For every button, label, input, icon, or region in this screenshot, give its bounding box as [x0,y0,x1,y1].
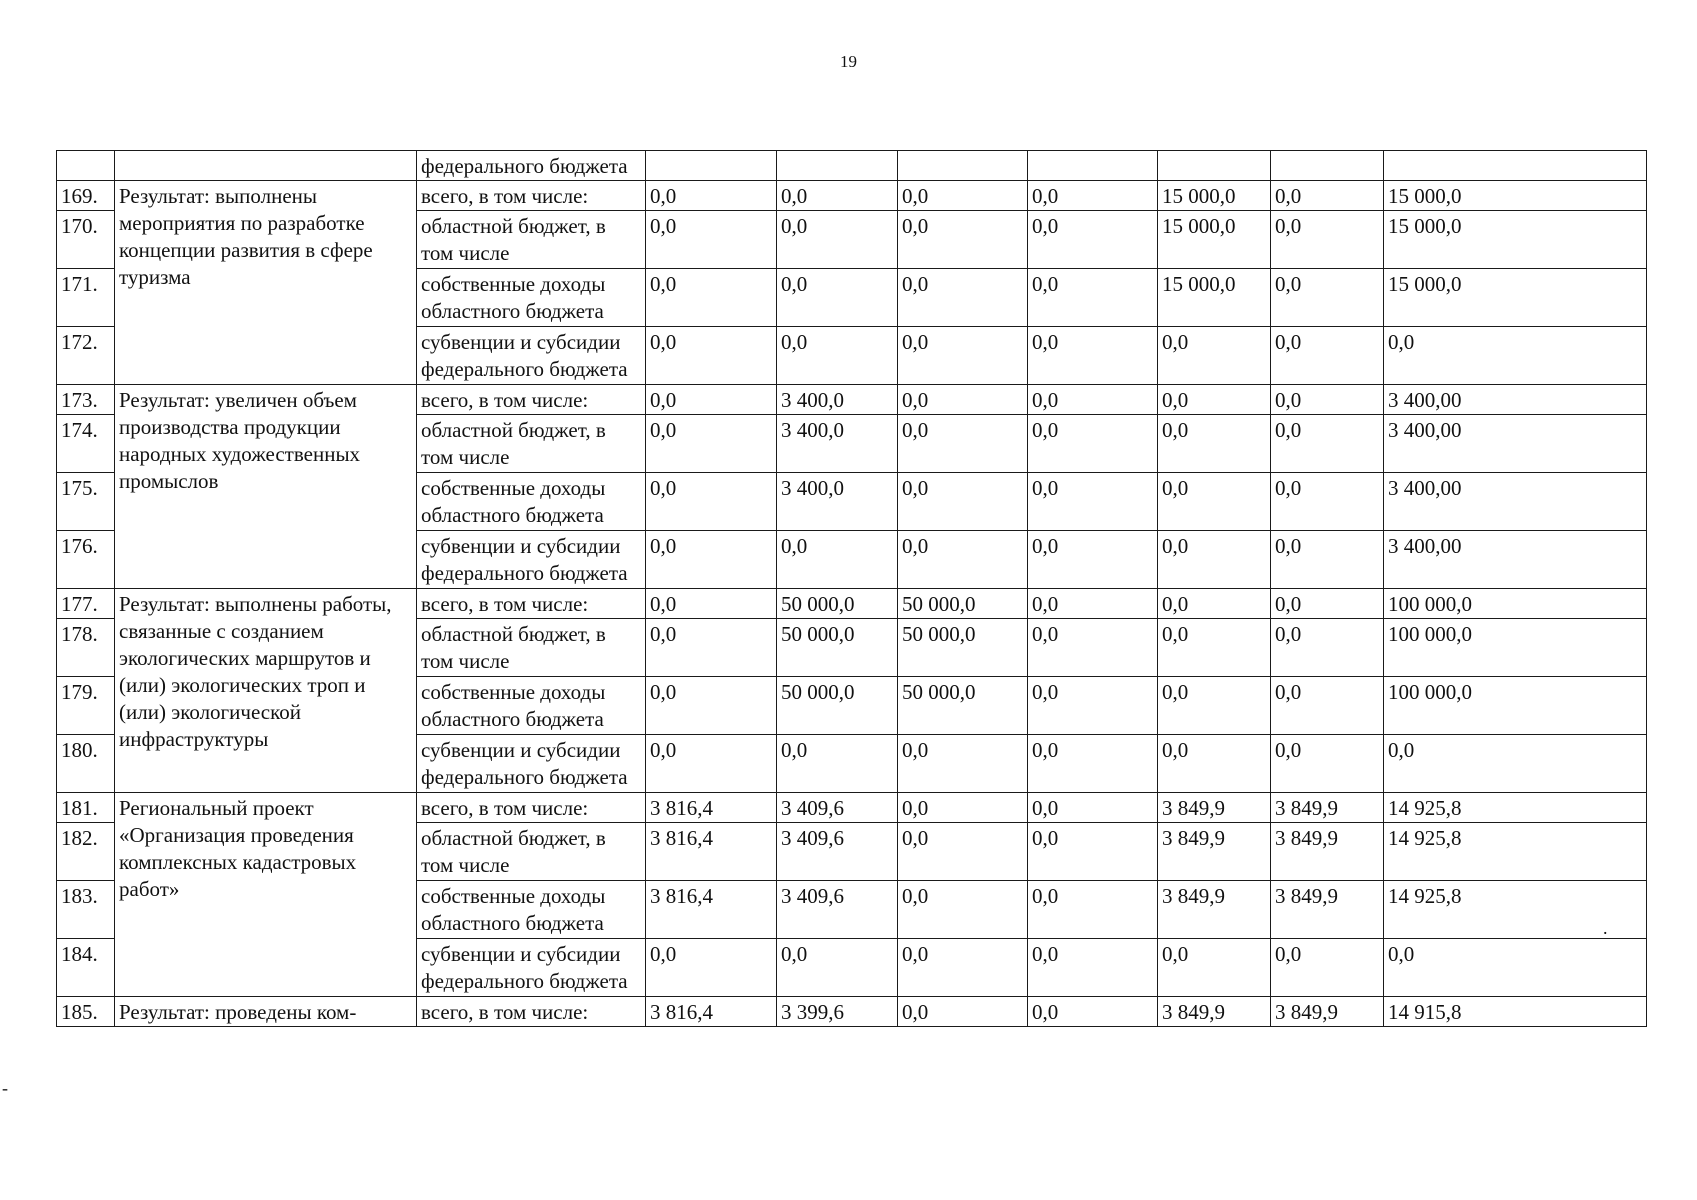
value-cell: 15 000,0 [1158,181,1271,211]
value-cell: 0,0 [1158,473,1271,531]
margin-dash: - [2,1078,8,1098]
value-cell: 0,0 [646,939,777,997]
row-number-cell [57,151,115,181]
value-cell: 0,0 [646,473,777,531]
value-cell: 3 849,9 [1158,997,1271,1027]
value-cell: 3 409,6 [777,823,898,881]
row-number-cell: 172. [57,327,115,385]
table-row [57,181,1647,211]
value-cell: 0,0 [1158,327,1271,385]
value-cell: 0,0 [1271,531,1384,589]
value-cell [1158,151,1271,181]
value-cell: 0,0 [777,181,898,211]
value-cell: 0,0 [1028,939,1158,997]
row-number-cell: 185. [57,997,115,1027]
row-number-cell: 177. [57,589,115,619]
value-cell: 0,0 [1271,735,1384,793]
value-cell: 3 400,0 [777,473,898,531]
value-cell [898,151,1028,181]
value-cell: 0,0 [646,531,777,589]
value-cell: 0,0 [1271,211,1384,269]
value-cell: 0,0 [646,589,777,619]
value-cell: 3 400,00 [1384,531,1647,589]
value-cell: 50 000,0 [898,589,1028,619]
table-row [57,793,1647,823]
source-cell: всего, в том числе: [417,793,646,823]
value-cell: 15 000,0 [1384,269,1647,327]
row-number-cell: 183. [57,881,115,939]
value-cell: 0,0 [1158,589,1271,619]
value-cell: 50 000,0 [898,677,1028,735]
source-cell: всего, в том числе: [417,997,646,1027]
value-cell [777,151,898,181]
value-cell: 0,0 [646,269,777,327]
value-cell: 0,0 [1028,269,1158,327]
value-cell: 0,0 [1158,531,1271,589]
source-cell: субвенции и субсидии федерального бюджета [417,327,646,385]
value-cell: 0,0 [1271,677,1384,735]
value-cell: 0,0 [777,531,898,589]
value-cell: 3 816,4 [646,997,777,1027]
value-cell: 0,0 [898,793,1028,823]
value-cell: 0,0 [1028,327,1158,385]
row-number-cell: 181. [57,793,115,823]
value-cell: 100 000,0 [1384,589,1647,619]
value-cell: 0,0 [1158,677,1271,735]
source-cell: федерального бюджета [417,151,646,181]
value-cell: 0,0 [646,415,777,473]
value-cell: 0,0 [1028,181,1158,211]
row-number-cell: 174. [57,415,115,473]
value-cell: 0,0 [1028,677,1158,735]
value-cell: 50 000,0 [898,619,1028,677]
source-cell: субвенции и субсидии федерального бюджета [417,939,646,997]
value-cell: 0,0 [1271,589,1384,619]
value-cell: 0,0 [646,735,777,793]
value-cell: 0,0 [1028,385,1158,415]
value-cell: 100 000,0 [1384,677,1647,735]
value-cell: 3 849,9 [1271,793,1384,823]
value-cell: 0,0 [898,473,1028,531]
value-cell: 14 915,8 [1384,997,1647,1027]
value-cell: 0,0 [1384,939,1647,997]
value-cell: 0,0 [1271,181,1384,211]
value-cell: 0,0 [777,327,898,385]
value-cell: 0,0 [1271,619,1384,677]
value-cell: 0,0 [646,327,777,385]
row-number-cell: 178. [57,619,115,677]
value-cell: 0,0 [1028,589,1158,619]
value-cell: 3 849,9 [1271,997,1384,1027]
value-cell: 0,0 [1158,735,1271,793]
source-cell: собственные доходы областного бюджета [417,677,646,735]
value-cell: 3 409,6 [777,793,898,823]
value-cell: 0,0 [898,211,1028,269]
value-cell: 3 849,9 [1271,823,1384,881]
value-cell: 0,0 [898,385,1028,415]
source-cell: собственные доходы областного бюджета [417,881,646,939]
value-cell: 0,0 [1271,327,1384,385]
value-cell: 0,0 [898,531,1028,589]
description-cell: Региональный проект «Организация проведения комплексных кадастровых работ» [115,793,417,997]
row-number-cell: 169. [57,181,115,211]
value-cell: 0,0 [898,269,1028,327]
value-cell: 50 000,0 [777,589,898,619]
value-cell: 0,0 [1028,997,1158,1027]
value-cell: 15 000,0 [1384,181,1647,211]
value-cell: 0,0 [646,619,777,677]
value-cell: 100 000,0 [1384,619,1647,677]
source-cell: областной бюджет, в том числе [417,211,646,269]
value-cell: 0,0 [1028,735,1158,793]
value-cell: 0,0 [898,327,1028,385]
value-cell: 0,0 [1158,385,1271,415]
source-cell: собственные доходы областного бюджета [417,269,646,327]
value-cell: 0,0 [1028,531,1158,589]
value-cell: 0,0 [1028,415,1158,473]
description-cell: Результат: проведены ком- [115,997,417,1027]
source-cell: всего, в том числе: [417,589,646,619]
value-cell: 15 000,0 [1384,211,1647,269]
value-cell: 0,0 [898,735,1028,793]
table-body [57,151,1647,1027]
value-cell: 3 399,6 [777,997,898,1027]
row-number-cell: 175. [57,473,115,531]
description-cell: Результат: увеличен объем производства продукции народных художественных промыслов [115,385,417,589]
row-number-cell: 173. [57,385,115,415]
stray-dot: . [1603,918,1608,938]
value-cell: 0,0 [1384,327,1647,385]
value-cell: 0,0 [1028,823,1158,881]
value-cell: 0,0 [646,211,777,269]
source-cell: субвенции и субсидии федерального бюджета [417,735,646,793]
source-cell: всего, в том числе: [417,385,646,415]
value-cell: 0,0 [646,677,777,735]
value-cell: 0,0 [898,181,1028,211]
value-cell: 3 816,4 [646,823,777,881]
value-cell: 0,0 [1158,619,1271,677]
value-cell: 0,0 [777,269,898,327]
source-cell: областной бюджет, в том числе [417,415,646,473]
source-cell: областной бюджет, в том числе [417,823,646,881]
value-cell: 0,0 [646,181,777,211]
value-cell: 0,0 [1271,269,1384,327]
value-cell: 0,0 [1271,473,1384,531]
value-cell: 0,0 [646,385,777,415]
value-cell: 0,0 [1271,385,1384,415]
value-cell: 14 925,8 [1384,793,1647,823]
row-number-cell: 171. [57,269,115,327]
value-cell: 50 000,0 [777,619,898,677]
value-cell: 0,0 [777,939,898,997]
description-cell [115,151,417,181]
value-cell: 14 925,8 [1384,823,1647,881]
source-cell: собственные доходы областного бюджета [417,473,646,531]
value-cell: 50 000,0 [777,677,898,735]
value-cell [1028,151,1158,181]
source-cell: всего, в том числе: [417,181,646,211]
value-cell: 0,0 [1384,735,1647,793]
value-cell: 0,0 [1271,415,1384,473]
value-cell: 14 925,8 [1384,881,1647,939]
value-cell: 0,0 [1028,793,1158,823]
page-number: 19 [840,52,857,71]
value-cell: 0,0 [1028,211,1158,269]
row-number-cell: 184. [57,939,115,997]
value-cell [1384,151,1647,181]
table-row [57,589,1647,619]
value-cell: 0,0 [1271,939,1384,997]
value-cell: 0,0 [777,735,898,793]
value-cell [1271,151,1384,181]
row-number-cell: 179. [57,677,115,735]
source-cell: областной бюджет, в том числе [417,619,646,677]
table-row [57,997,1647,1027]
source-cell: субвенции и субсидии федерального бюджета [417,531,646,589]
value-cell: 3 816,4 [646,881,777,939]
value-cell: 0,0 [1028,473,1158,531]
value-cell: 0,0 [898,997,1028,1027]
row-number-cell: 182. [57,823,115,881]
value-cell: 3 400,0 [777,415,898,473]
value-cell: 0,0 [898,415,1028,473]
value-cell: 0,0 [1028,881,1158,939]
description-cell: Результат: выполнены мероприятия по разработке концепции развития в сфере туризма [115,181,417,385]
budget-table [56,150,1647,1027]
value-cell: 3 400,00 [1384,415,1647,473]
value-cell: 3 400,0 [777,385,898,415]
value-cell: 0,0 [898,881,1028,939]
value-cell [646,151,777,181]
value-cell: 0,0 [1028,619,1158,677]
value-cell: 0,0 [1158,939,1271,997]
value-cell: 3 816,4 [646,793,777,823]
table-row [57,385,1647,415]
value-cell: 3 849,9 [1271,881,1384,939]
value-cell: 0,0 [1158,415,1271,473]
row-number-cell: 170. [57,211,115,269]
value-cell: 0,0 [898,823,1028,881]
value-cell: 0,0 [898,939,1028,997]
description-cell: Результат: выполнены работы, связанные с созданием экологических маршрутов и (или) экологических троп и (или) экологической инфраструктуры [115,589,417,793]
value-cell: 15 000,0 [1158,211,1271,269]
value-cell: 0,0 [777,211,898,269]
value-cell: 3 849,9 [1158,881,1271,939]
value-cell: 15 000,0 [1158,269,1271,327]
value-cell: 3 400,00 [1384,473,1647,531]
row-number-cell: 176. [57,531,115,589]
value-cell: 3 409,6 [777,881,898,939]
value-cell: 3 849,9 [1158,823,1271,881]
value-cell: 3 400,00 [1384,385,1647,415]
value-cell: 3 849,9 [1158,793,1271,823]
table-row [57,151,1647,181]
row-number-cell: 180. [57,735,115,793]
